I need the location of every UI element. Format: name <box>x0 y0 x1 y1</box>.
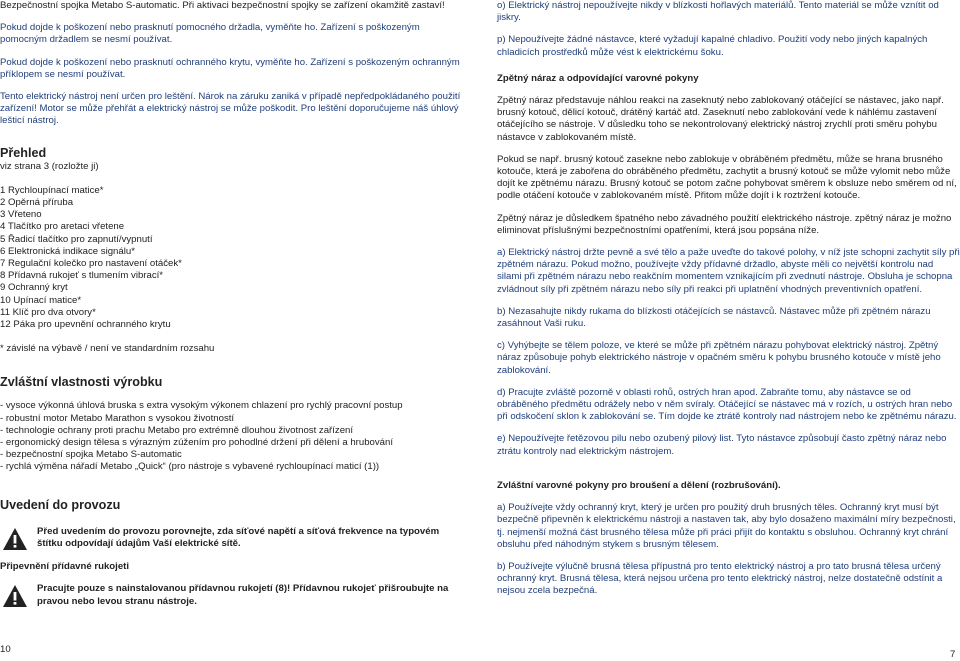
list-item: 2 Opěrná příruba <box>0 197 74 209</box>
left-column <box>0 0 466 608</box>
kickback-paragraph: Zpětný náraz představuje náhlou reakci na zaseknutý nebo zablokovaný otáčející se nástavec, jako např. brusný kotouč, dělicí kotouč, drátěný kartáč atd. Zaseknutí nebo zablokování vede k náhlému zastavení otáčejícího se nástroje. V důsledku toho se nekontrolovaný elektrický nástroj zrychlí proti směru pohybu nástavce v zablokovaném místě. <box>497 95 944 143</box>
kickback-paragraph: b) Nezasahujte nikdy rukama do blízkosti otáčejících se nástavců. Nástavec může při zpětném nárazu zasáhnout Vaši ruku. <box>497 305 931 330</box>
features-heading: Zvláštní vlastnosti výrobku <box>0 375 163 390</box>
list-item: 8 Přídavná rukojeť s tlumením vibrací* <box>0 270 164 282</box>
list-item: 4 Tlačítko pro aretaci vřetene <box>0 221 125 233</box>
warning-triangle-icon <box>2 584 28 608</box>
cutting-paragraph: a) Používejte vždy ochranný kryt, který je určen pro použitý druh brusných těles. Ochranný kryt musí být bezpečně připevněn k elektrickému nástroji a nastaven tak, aby bylo dosaženo maximální míry bezpečnosti, tj. nejmenší možná část brusného tělesa může při práci přijít do kontaktu s obsluhou. Ochranný kryt chrání obsluhu před náhodným stykem s brusným tělesem. <box>497 502 956 550</box>
intro-paragraph-2: Pokud dojde k poškození nebo prasknutí pomocného držadla, vyměňte ho. Zařízení s poškozeným pomocným držadlem se nesmí používat. <box>0 22 420 46</box>
intro-paragraph-o: o) Elektrický nástroj nepoužívejte nikdy v blízkosti hořlavých materiálů. Tento materiál se může vznítit od jiskry. <box>497 0 939 24</box>
intro-paragraph-3: Pokud dojde k poškození nebo prasknutí ochranného krytu, vyměňte ho. Zařízení s poškozeným ochranným příklopem se nesmí používat. <box>0 56 460 80</box>
list-item: - robustní motor Metabo Marathon s vysokou životností <box>0 412 235 424</box>
list-item: 5 Řadicí tlačítko pro zapnutí/vypnutí <box>0 233 153 245</box>
cutting-heading: Zvláštní varovné pokyny pro broušení a dělení (rozbrušování). <box>497 479 781 491</box>
list-item: 9 Ochranný kryt <box>0 282 68 294</box>
overview-footnote: * závislé na výbavě / není ve standardním rozsahu <box>0 343 215 355</box>
kickback-paragraph: a) Elektrický nástroj držte pevně a své tělo a paže uveďte do takové polohy, v níž jste schopni zachytit síly při zpětném nárazu. Pokud možno, používejte vždy přídavné držadlo, abyste měli co největší kontrolu nad silami při zpětném nárazu nebo reakčním momentem vznikajícím při zvednutí nástroje. Obsluha je schopna zvládnout síly při zpětném nárazu nebo síly při reakci při uplatnění vhodných preventivních opatření. <box>497 247 960 295</box>
list-item: 10 Upínací matice* <box>0 294 82 306</box>
voltage-warning <box>0 526 466 550</box>
handle-subheading: Připevnění přídavné rukojeti <box>0 561 130 573</box>
kickback-paragraph: c) Vyhýbejte se tělem poloze, ve které se může při zpětném nárazu pohybovat elektrický nástroj. Zpětný náraz způsobuje pohyb elektrického nástroje v opačném směru k pohybu brusného kotouče v místě jeho zablokování. <box>497 340 941 376</box>
warning-triangle-icon <box>2 527 28 551</box>
page-number-left: 10 <box>0 644 11 655</box>
voltage-warning-text: Před uvedením do provozu porovnejte, zda síťové napětí a síťová frekvence na typovém štítku odpovídají údajům Vaší elektrické sítě. <box>37 525 440 549</box>
cutting-paragraph: b) Používejte výlučně brusná tělesa přípustná pro tento elektrický nástroj a pro tato brusná tělesa určený ochranný kryt. Brusná tělesa, která nejsou určena pro tento elektrický nástroj, nelze dostatečně odstínit a nejsou zcela bezpečná. <box>497 560 943 597</box>
list-item: 1 Rychloupínací matice* <box>0 184 104 196</box>
kickback-paragraph: Pokud se např. brusný kotouč zasekne nebo zablokuje v obráběném předmětu, může se hrana brusného kotouče, která je zabořena do obráběného předmětu, zachytit a brusný kotouč se může vylomit nebo může dojít ke zpětnému nárazu. Brusný kotouč se potom začne pohybovat směrem k obsluze nebo směrem od ní, podle otáčení kotouče v zablokovaném místě. Přitom může dojít i k roztržení kotouče. <box>497 153 957 202</box>
list-item: - rychlá výměna nářadí Metabo „Quick“ (pro nástroje s vybavené rychloupínací maticí (1)) <box>0 461 380 473</box>
startup-heading: Uvedení do provozu <box>0 497 121 512</box>
list-item: 7 Regulační kolečko pro nastavení otáček* <box>0 258 182 270</box>
list-item: 3 Vřeteno <box>0 209 42 221</box>
intro-paragraph-4: Tento elektrický nástroj není určen pro leštění. Nárok na záruku zaniká v případě nepředpokládaného použití zařízení! Motor se může přehřát a elektrický nástroj se může poškodit. Pro leštění doporučujeme náš úhlový lešticí nástroj. <box>0 91 461 127</box>
list-item: 11 Klíč pro dva otvory* <box>0 306 96 318</box>
overview-heading: Přehled <box>0 145 47 160</box>
list-item: - ergonomický design tělesa s výrazným zúžením pro pohodlné držení při dělení a hrubování <box>0 437 394 449</box>
intro-paragraph-1: Bezpečnostní spojka Metabo S-automatic. Při aktivaci bezpečnostní spojky se zařízení okamžitě zastaví! <box>0 0 445 11</box>
overview-subtitle: viz strana 3 (rozložte ji) <box>0 160 99 172</box>
list-item: 12 Páka pro upevnění ochranného krytu <box>0 319 171 331</box>
kickback-paragraph: Zpětný náraz je důsledkem špatného nebo závadného použití elektrického nástroje. zpětný náraz je možno eliminovat příslušnými bezpečnostními opatřeními, která jsou popsána níže. <box>497 212 952 236</box>
overview-list <box>0 185 466 331</box>
list-item: - bezpečnostní spojka Metabo S-automatic <box>0 449 182 461</box>
list-item: - vysoce výkonná úhlová bruska s extra vysokým výkonem chlazení pro rychlý pracovní postup <box>0 400 403 412</box>
right-column <box>497 0 960 598</box>
kickback-paragraph: e) Nepoužívejte řetězovou pilu nebo ozubený pilový list. Tyto nástavce způsobují často zpětný náraz nebo ztrátu kontroly nad elektrickým nástrojem. <box>497 433 947 457</box>
handle-warning <box>0 583 466 607</box>
list-item: 6 Elektronická indikace signálu* <box>0 245 135 257</box>
intro-paragraph-p: p) Nepoužívejte žádné nástavce, které vyžadují kapalné chladivo. Použití vody nebo jiných kapalných chladicích prostředků může vést k elektrickému šoku. <box>497 34 928 58</box>
list-item: - technologie ochrany proti prachu Metabo pro extrémně dlouhou životnost zařízení <box>0 424 354 436</box>
kickback-paragraph: d) Pracujte zvláště pozorně v oblasti rohů, ostrých hran apod. Zabraňte tomu, aby nástavce se od obráběného předmětu odrážely nebo v něm svíraly. Otáčející se nástavec má v rozích, u ostrých hran nebo při odskočení sklon k zablokování se. Tím dojde ke ztrátě kontroly nad nástrojem nebo ke zpětnému nárazu. <box>497 386 957 423</box>
page-number-right: 7 <box>950 649 956 660</box>
features-list <box>0 400 466 473</box>
kickback-heading: Zpětný náraz a odpovídající varovné pokyny <box>497 72 699 84</box>
handle-warning-text: Pracujte pouze s nainstalovanou přídavnou rukojetí (8)! Přídavnou rukojeť přišroubujte na pravou nebo levou stranu nástroje. <box>37 583 449 607</box>
